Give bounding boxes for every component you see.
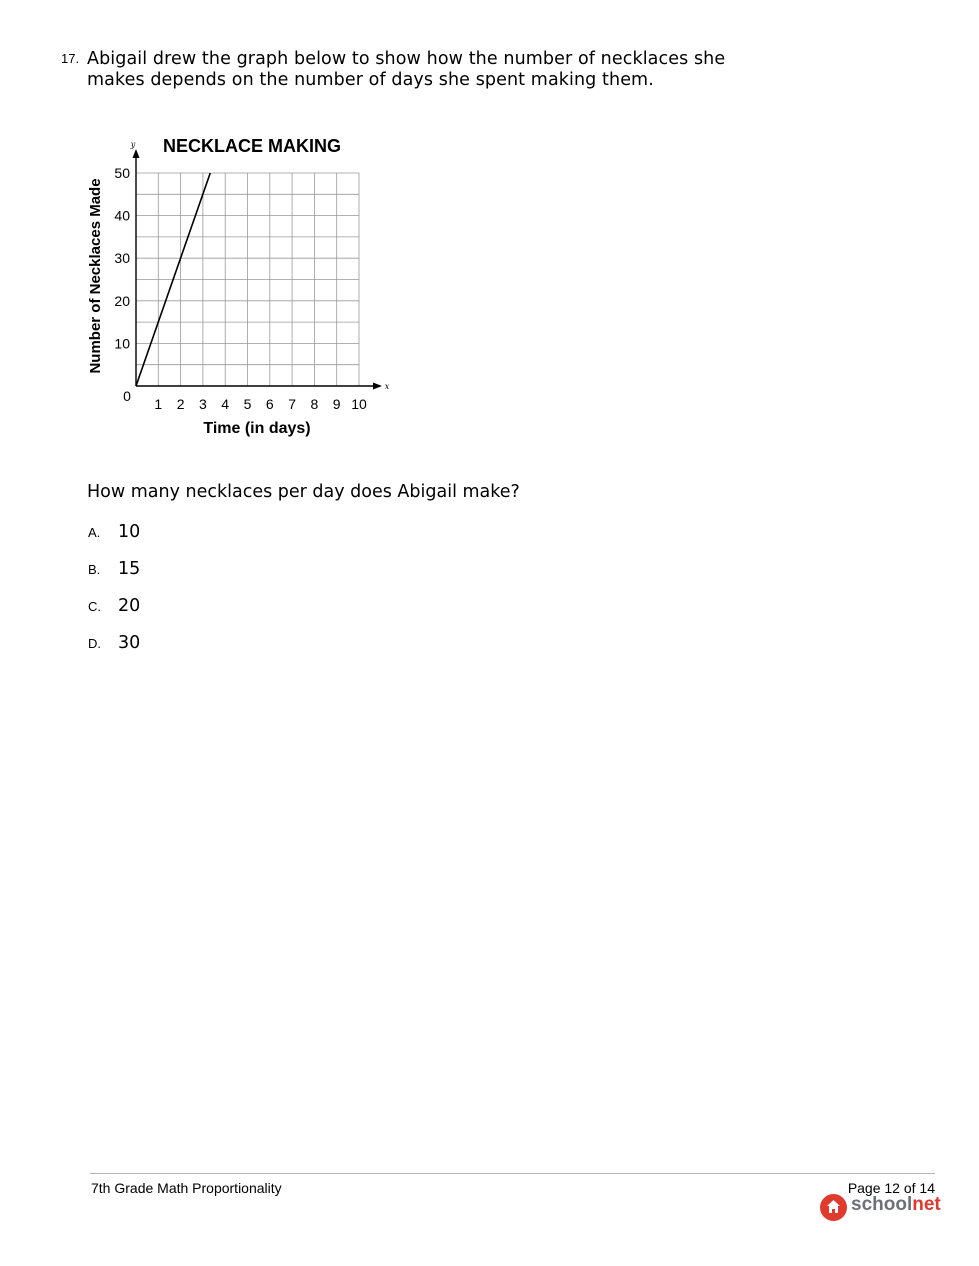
- x-tick-label: 7: [288, 396, 296, 412]
- logo-word-b: net: [912, 1194, 941, 1215]
- x-tick-label: 6: [265, 396, 274, 412]
- x-tick-label: 8: [310, 396, 319, 412]
- axes-layer: [133, 149, 383, 390]
- x-tick-label: 4: [221, 396, 230, 412]
- y-axis-title: Number of Necklaces Made: [87, 178, 104, 374]
- y-tick-label: 10: [114, 335, 130, 352]
- logo-wordmark: [851, 1194, 941, 1216]
- x-axis-letter: x: [384, 382, 390, 391]
- footer-title: 7th Grade Math Proportionality: [91, 1180, 282, 1196]
- x-tick-label: 1: [154, 396, 163, 412]
- x-tick-label: 9: [332, 396, 341, 412]
- choice-value: 15: [118, 559, 141, 579]
- choice-value: 20: [118, 596, 141, 616]
- question-number: 17.: [61, 51, 80, 66]
- grid-layer: [136, 173, 359, 386]
- choice-letter: A.: [88, 525, 101, 540]
- question-text: Abigail drew the graph below to show how the number of necklaces she makes depends on the number of days she spent making them.: [87, 49, 726, 90]
- choice-value: 10: [118, 522, 141, 542]
- label-layer: [87, 136, 390, 437]
- y-tick-label: 20: [114, 292, 130, 309]
- x-tick-label: 10: [351, 396, 367, 412]
- question-prompt: How many necklaces per day does Abigail make?: [87, 482, 520, 502]
- y-axis-arrow: [133, 149, 140, 158]
- y-tick-label: 30: [114, 250, 130, 267]
- choice-letter: D.: [88, 636, 101, 651]
- choice-value: 30: [118, 633, 141, 653]
- x-axis-title: Time (in days): [203, 420, 311, 437]
- choice-letter: B.: [88, 562, 101, 577]
- page-indicator: Page 12 of 14: [847, 1180, 935, 1196]
- house-icon: [820, 1194, 847, 1221]
- y-axis-letter: y: [130, 140, 136, 149]
- chart-title: NECKLACE MAKING: [163, 136, 341, 156]
- choice-letter: C.: [88, 599, 101, 614]
- y-tick-label: 50: [114, 165, 130, 181]
- necklace-chart: [80, 130, 400, 450]
- x-axis-arrow: [373, 383, 382, 390]
- logo-word-a: school: [851, 1194, 913, 1215]
- x-tick-label: 3: [199, 396, 207, 412]
- y-tick-label: 40: [114, 207, 130, 224]
- origin-label: 0: [123, 388, 131, 404]
- x-tick-label: 2: [176, 396, 185, 412]
- x-tick-label: 5: [243, 396, 252, 412]
- footer-divider: [90, 1173, 935, 1174]
